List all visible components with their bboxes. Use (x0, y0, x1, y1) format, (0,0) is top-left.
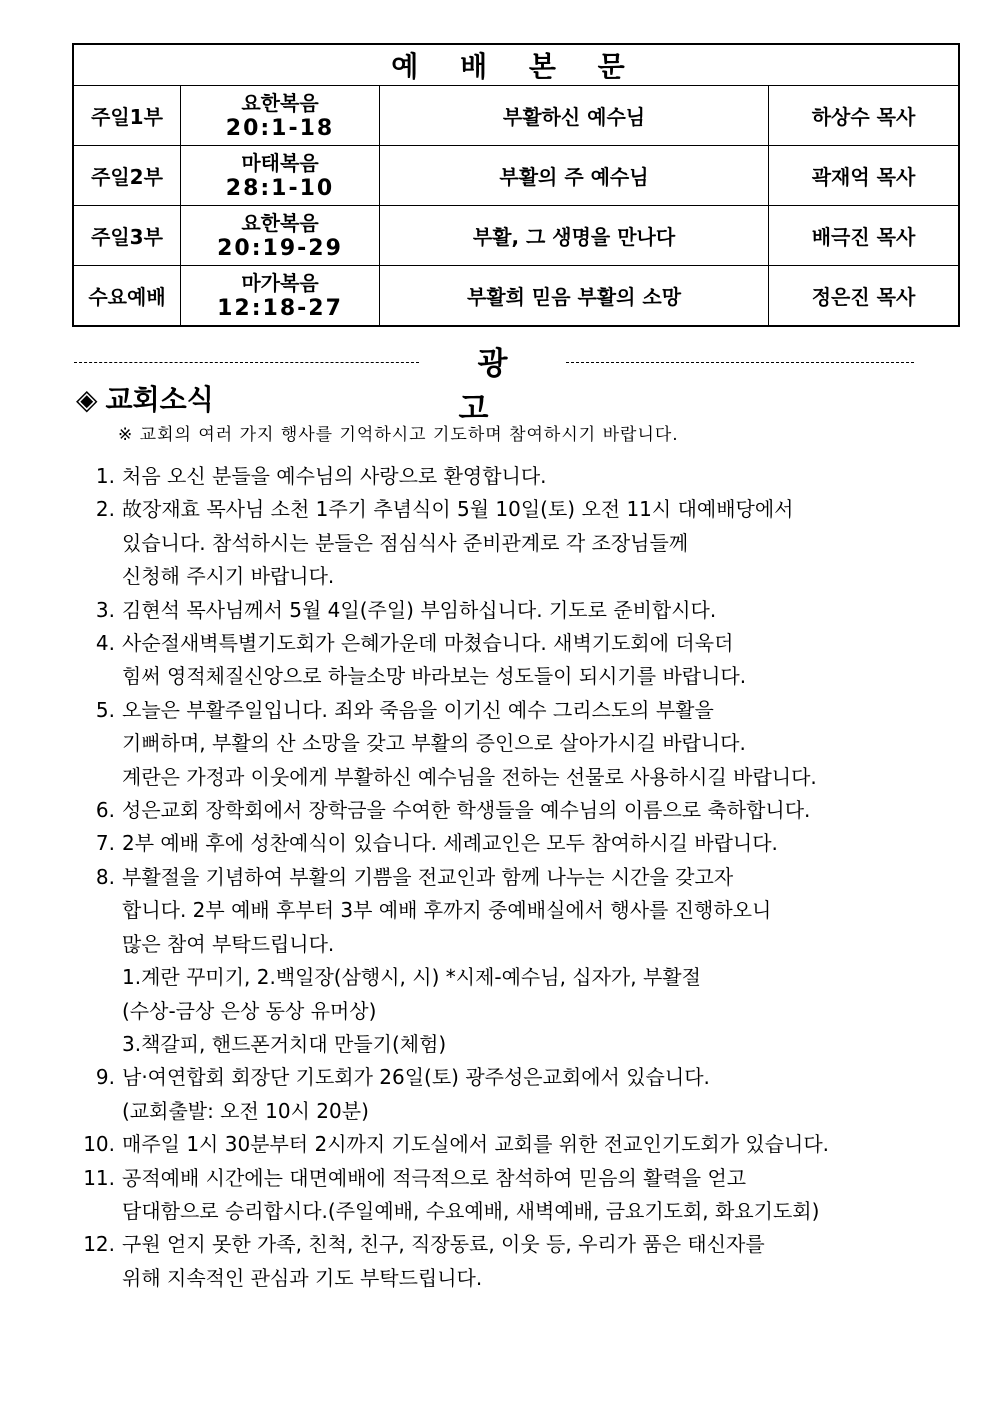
item-text-line: 오늘은 부활주일입니다. 죄와 죽음을 이기신 예수 그리스도의 부활을 (122, 697, 714, 722)
scripture (181, 146, 380, 206)
item-text-line: 성은교회 장학회에서 장학금을 수여한 학생들을 예수님의 이름으로 축하합니다. (122, 798, 811, 823)
preacher: 곽재억 목사 (769, 146, 960, 206)
list-item (60, 1162, 860, 1229)
service-name: 주일1부 (73, 86, 181, 146)
item-number: 11. (83, 1165, 115, 1190)
list-item (60, 827, 860, 860)
scripture-ref: 12:18-27 (217, 295, 343, 321)
item-text-line: 매주일 1시 30분부터 2시까지 기도실에서 교회를 위한 전교인기도회가 있습니다. (122, 1132, 830, 1157)
item-number: 7. (95, 831, 115, 856)
diamond-icon: ◈ (76, 383, 98, 416)
service-name: 주일3부 (73, 206, 181, 266)
item-text-line: 위해 지속적인 관심과 기도 부탁드립니다. (122, 1265, 483, 1290)
item-text-line: 신청해 주시기 바랍니다. (122, 564, 335, 589)
table-row (73, 266, 959, 327)
item-text-line: 김현석 목사님께서 5월 4일(주일) 부임하십니다. 기도로 준비합시다. (122, 597, 717, 622)
item-text-line: 힘써 영적체질신앙으로 하늘소망 바라보는 성도들이 되시기를 바랍니다. (122, 664, 747, 689)
scripture-ref: 20:19-29 (217, 235, 343, 261)
item-text-line: 3.책갈피, 핸드폰거치대 만들기(체험) (122, 1031, 447, 1056)
section-note: ※ 교회의 여러 가지 행사를 기억하시고 기도하며 참여하시기 바랍니다. (118, 425, 679, 445)
item-text-line: 있습니다. 참석하시는 분들은 점심식사 준비관계로 각 조장님들께 (122, 530, 689, 555)
sermon-title: 부활하신 예수님 (380, 86, 769, 146)
item-text-line: (수상-금상 은상 동상 유머상) (122, 998, 377, 1023)
item-number: 3. (95, 597, 115, 622)
scripture-book: 요한복음 (241, 90, 319, 115)
list-item (60, 627, 860, 694)
item-number: 10. (83, 1132, 115, 1157)
scripture-ref: 20:1-18 (225, 115, 335, 141)
scripture-ref: 28:1-10 (225, 175, 335, 201)
announcement-heading: 광 고 (458, 346, 546, 427)
item-text-line: 2부 예배 후에 성찬예식이 있습니다. 세례교인은 모두 참여하시길 바랍니다. (122, 831, 778, 856)
item-text-line: 1.계란 꾸미기, 2.백일장(삼행시, 시) *시제-예수님, 십자가, 부활절 (122, 965, 701, 990)
item-text-line: 담대함으로 승리합시다.(주일예배, 수요예배, 새벽예배, 금요기도회, 화요기도회) (122, 1198, 820, 1223)
sermon-title: 부활, 그 생명을 만나다 (380, 206, 769, 266)
item-text-line: 계란은 가정과 이웃에게 부활하신 예수님을 전하는 선물로 사용하시길 바랍니다. (122, 764, 817, 789)
table-row (73, 146, 959, 206)
item-number: 1. (95, 464, 115, 488)
list-item (60, 1128, 860, 1161)
item-text-line: 故장재효 목사님 소천 1주기 추념식이 5월 10일(토) 오전 11시 대예배당에서 (122, 497, 794, 522)
item-number: 4. (95, 631, 115, 656)
preacher: 하상수 목사 (769, 86, 960, 146)
list-item (60, 1228, 860, 1295)
table-title: 예 배 본 문 (73, 44, 959, 86)
item-text-line: 합니다. 2부 예배 후부터 3부 예배 후까지 중예배실에서 행사를 진행하오니 (122, 898, 772, 923)
scripture-book: 마태복음 (241, 150, 319, 175)
list-item (60, 694, 860, 794)
scripture-book: 요한복음 (241, 210, 319, 235)
list-item (60, 493, 860, 593)
section-title: 교회소식 (105, 383, 214, 416)
item-number: 5. (95, 697, 115, 722)
list-item (60, 861, 860, 1061)
scripture (181, 266, 380, 327)
item-number: 8. (95, 864, 115, 889)
item-text-line: 공적예배 시간에는 대면예배에 적극적으로 참석하여 믿음의 활력을 얻고 (122, 1165, 747, 1190)
item-text-line: 많은 참여 부탁드립니다. (122, 931, 335, 956)
scripture (181, 206, 380, 266)
scripture-book: 마가복음 (241, 270, 319, 295)
list-item (60, 460, 860, 493)
item-text-line: 사순절새벽특별기도회가 은혜가운데 마쳤습니다. 새벽기도회에 더욱더 (122, 631, 734, 656)
dashed-rule (74, 362, 419, 363)
item-number: 12. (83, 1232, 115, 1257)
preacher: 배극진 목사 (769, 206, 960, 266)
item-number: 6. (95, 798, 115, 823)
sermon-title: 부활희 믿음 부활의 소망 (380, 266, 769, 327)
item-text-line: 남·여연합회 회장단 기도회가 26일(토) 광주성은교회에서 있습니다. (122, 1065, 710, 1090)
table-row (73, 86, 959, 146)
sermon-title: 부활의 주 예수님 (380, 146, 769, 206)
item-number: 9. (95, 1065, 115, 1090)
dashed-rule (566, 362, 914, 363)
item-text-line: 부활절을 기념하여 부활의 기쁨을 전교인과 함께 나누는 시간을 갖고자 (122, 864, 734, 889)
service-name: 주일2부 (73, 146, 181, 206)
preacher: 정은진 목사 (769, 266, 960, 327)
worship-scripture-table (72, 43, 960, 327)
scripture (181, 86, 380, 146)
item-text-line: 기뻐하며, 부활의 산 소망을 갖고 부활의 증인으로 살아가시길 바랍니다. (122, 731, 746, 756)
service-name: 수요예배 (73, 266, 181, 327)
list-item (60, 594, 860, 627)
list-item (60, 794, 860, 827)
table-row (73, 206, 959, 266)
item-number: 2. (95, 497, 115, 522)
list-item (60, 1061, 860, 1128)
news-list (60, 460, 860, 1295)
item-text-line: 구원 얻지 못한 가족, 친척, 친구, 직장동료, 이웃 등, 우리가 품은 태신자를 (122, 1232, 765, 1257)
item-text-line: 처음 오신 분들을 예수님의 사랑으로 환영합니다. (122, 464, 547, 488)
item-text-line: (교회출발: 오전 10시 20분) (122, 1098, 369, 1123)
section-heading (76, 378, 214, 418)
